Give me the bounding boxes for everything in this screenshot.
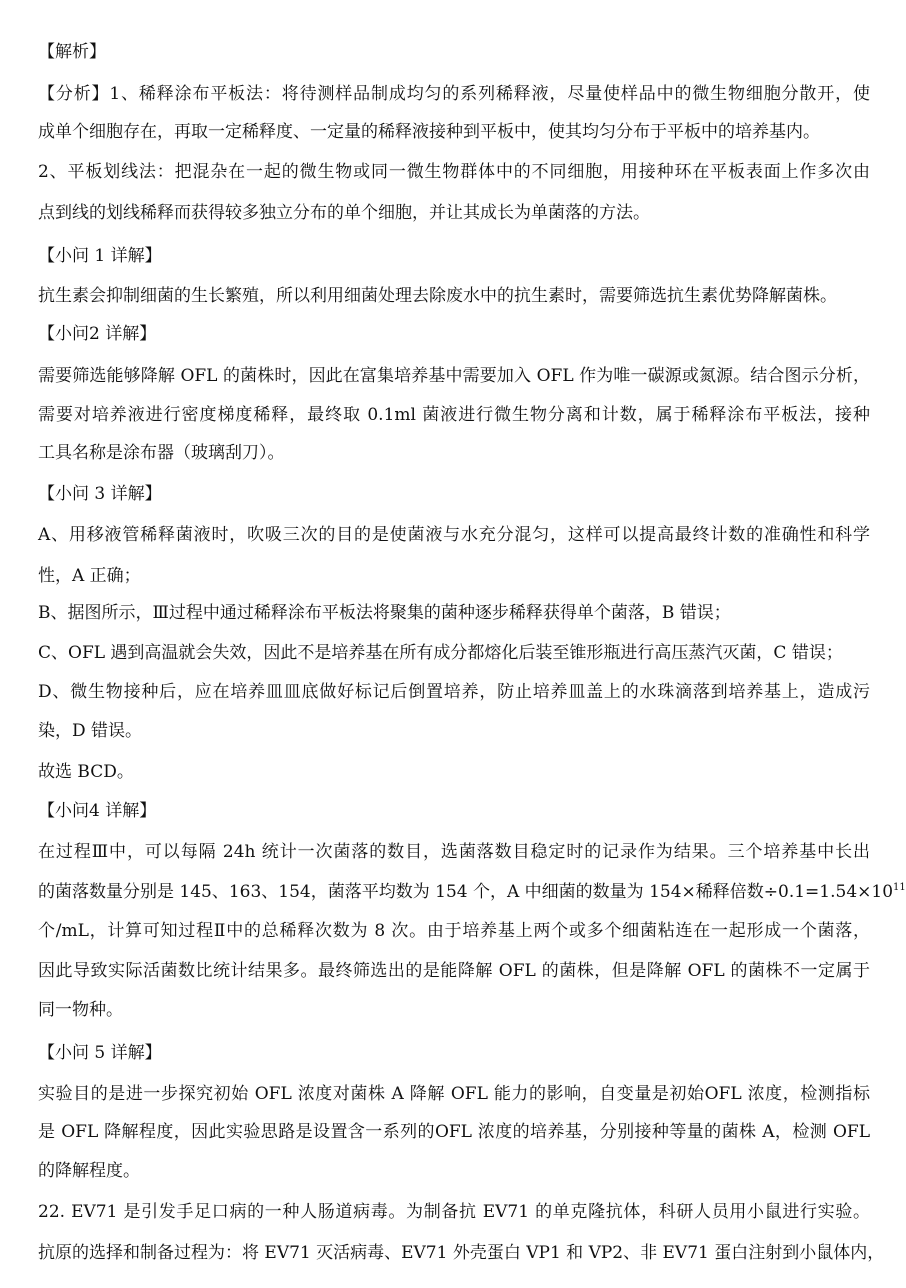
paragraph-line: 同一物种。: [38, 1000, 123, 1020]
formula-text: 的菌落数量分别是 145、163、154，菌落平均数为 154 个，A 中细菌的数量为 154×稀释倍数÷0.1=1.54×10: [38, 882, 894, 902]
heading-question-2: 【小问2 详解】: [38, 324, 157, 344]
paragraph-line: 工具名称是涂布器（玻璃刮刀）。: [38, 443, 285, 463]
paragraph-line: 抗生素会抑制细菌的生长繁殖，所以利用细菌处理去除废水中的抗生素时，需要筛选抗生素优势降解菌株。: [38, 286, 837, 306]
paragraph-line: 需要筛选能够降解 OFL 的菌株时，因此在富集培养基中需要加入 OFL 作为唯一碳源或氮源。结合图示分析，: [38, 366, 870, 386]
paragraph-line: 在过程Ⅲ中，可以每隔 24h 统计一次菌落的数目，选菌落数目稳定时的记录作为结果。三个培养基中长出: [38, 842, 870, 862]
paragraph-line: 染，D 错误。: [38, 721, 143, 741]
heading-question-3: 【小问 3 详解】: [38, 484, 162, 504]
paragraph-line: 个/mL，计算可知过程Ⅱ中的总稀释次数为 8 次。由于培养基上两个或多个细菌粘连在一起形成一个菌落，: [38, 921, 870, 941]
paragraph-line: A、用移液管稀释菌液时，吹吸三次的目的是使菌液与水充分混匀，这样可以提高最终计数的准确性和科学: [38, 525, 870, 545]
heading-analysis: 【解析】: [38, 42, 106, 62]
heading-question-5: 【小问 5 详解】: [38, 1043, 162, 1063]
paragraph-line: 需要对培养液进行密度梯度稀释，最终取 0.1ml 菌液进行微生物分离和计数，属于稀释涂布平板法，接种: [38, 405, 870, 425]
paragraph-line: 故选 BCD。: [38, 762, 134, 782]
paragraph-line: [38, 880, 906, 904]
paragraph-line: C、OFL 遇到高温就会失效，因此不是培养基在所有成分都熔化后装至锥形瓶进行高压蒸汽灭菌，C 错误；: [38, 643, 843, 663]
heading-question-4: 【小问4 详解】: [38, 801, 157, 821]
paragraph-line: 【分析】1、稀释涂布平板法：将待测样品制成均匀的系列稀释液，尽量使样品中的微生物细胞分散开，使: [38, 84, 870, 104]
exponent: 11: [893, 882, 906, 893]
paragraph-line: 性，A 正确；: [38, 566, 141, 586]
paragraph-line: D、微生物接种后，应在培养皿皿底做好标记后倒置培养，防止培养皿盖上的水珠滴落到培养基上，造成污: [38, 682, 870, 702]
paragraph-line: 因此导致实际活菌数比统计结果多。最终筛选出的是能降解 OFL 的菌株，但是降解 OFL 的菌株不一定属于: [38, 961, 870, 981]
paragraph-line: 是 OFL 降解程度，因此实验思路是设置含一系列的OFL 浓度的培养基，分别接种等量的菌株 A，检测 OFL: [38, 1122, 870, 1142]
paragraph-line: 的降解程度。: [38, 1161, 140, 1181]
paragraph-line: 实验目的是进一步探究初始 OFL 浓度对菌株 A 降解 OFL 能力的影响，自变量是初始OFL 浓度，检测指标: [38, 1084, 870, 1104]
heading-question-1: 【小问 1 详解】: [38, 246, 162, 266]
paragraph-line: 2、平板划线法：把混杂在一起的微生物或同一微生物群体中的不同细胞，用接种环在平板表面上作多次由: [38, 162, 870, 182]
paragraph-line: 点到线的划线稀释而获得较多独立分布的单个细胞，并让其成长为单菌落的方法。: [38, 203, 650, 223]
paragraph-line: B、据图所示，Ⅲ过程中通过稀释涂布平板法将聚集的菌种逐步稀释获得单个菌落，B 错误；: [38, 603, 731, 623]
question-22-line: 22. EV71 是引发手足口病的一种人肠道病毒。为制备抗 EV71 的单克隆抗体，科研人员用小鼠进行实验。: [38, 1202, 870, 1222]
question-22-line: 抗原的选择和制备过程为：将 EV71 灭活病毒、EV71 外壳蛋白 VP1 和 VP2、非 EV71 蛋白注射到小鼠体内，: [38, 1243, 885, 1263]
paragraph-line: 成单个细胞存在，再取一定稀释度、一定量的稀释液接种到平板中，使其均匀分布于平板中的培养基内。: [38, 122, 820, 142]
